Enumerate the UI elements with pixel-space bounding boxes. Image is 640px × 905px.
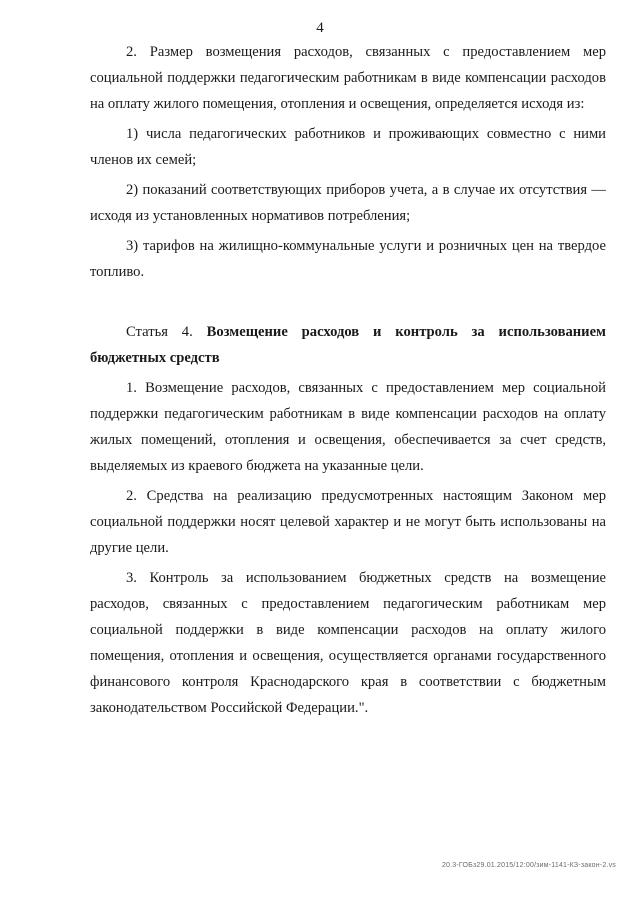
article-title: Возмещение расходов и контроль за использованием бюджетных средств xyxy=(90,324,606,366)
document-body xyxy=(90,39,606,725)
list-item-meter-readings: 2) показаний соответствующих приборов учета, а в случае их отсутствия — исходя из установленных нормативов потребления; xyxy=(90,182,606,224)
list-item-workers-count: 1) числа педагогических работников и проживающих совместно с ними членов их семей; xyxy=(90,126,606,168)
footer-stamp: 20.3-ГОБз29.01.2015/12:00/зим-1141-КЗ-закон-2.vs xyxy=(441,862,616,869)
article-paragraph-control: 3. Контроль за использованием бюджетных средств на возмещение расходов, связанных с предоставлением педагогическим работникам мер социальной поддержки в виде компенсации расходов на оплату жилого помещения, отопления и освещения, осуществляется органами государственного финансового контроля Краснодарского края в соответствии с бюджетным законодательством Российской Федерации.". xyxy=(90,570,606,716)
page-number: 4 xyxy=(316,20,324,36)
article-label: Статья 4. xyxy=(126,324,193,340)
article-paragraph-funding: 1. Возмещение расходов, связанных с предоставлением мер социальной поддержки педагогическим работникам в виде компенсации расходов на оплату жилых помещений, отопления и освещения, обеспечивается за счет средств, выделяемых из краевого бюджета на указанные цели. xyxy=(90,380,606,474)
list-item-tariffs: 3) тарифов на жилищно-коммунальные услуги и розничных цен на твердое топливо. xyxy=(90,238,606,280)
article-paragraph-targeted-use: 2. Средства на реализацию предусмотренных настоящим Законом мер социальной поддержки носят целевой характер и не могут быть использованы на другие цели. xyxy=(90,488,606,556)
article-heading xyxy=(90,319,606,371)
section-gap xyxy=(90,289,606,319)
paragraph-compensation-size: 2. Размер возмещения расходов, связанных с предоставлением мер социальной поддержки педагогическим работникам в виде компенсации расходов на оплату жилого помещения, отопления и освещения, определяется исходя из: xyxy=(90,44,606,112)
